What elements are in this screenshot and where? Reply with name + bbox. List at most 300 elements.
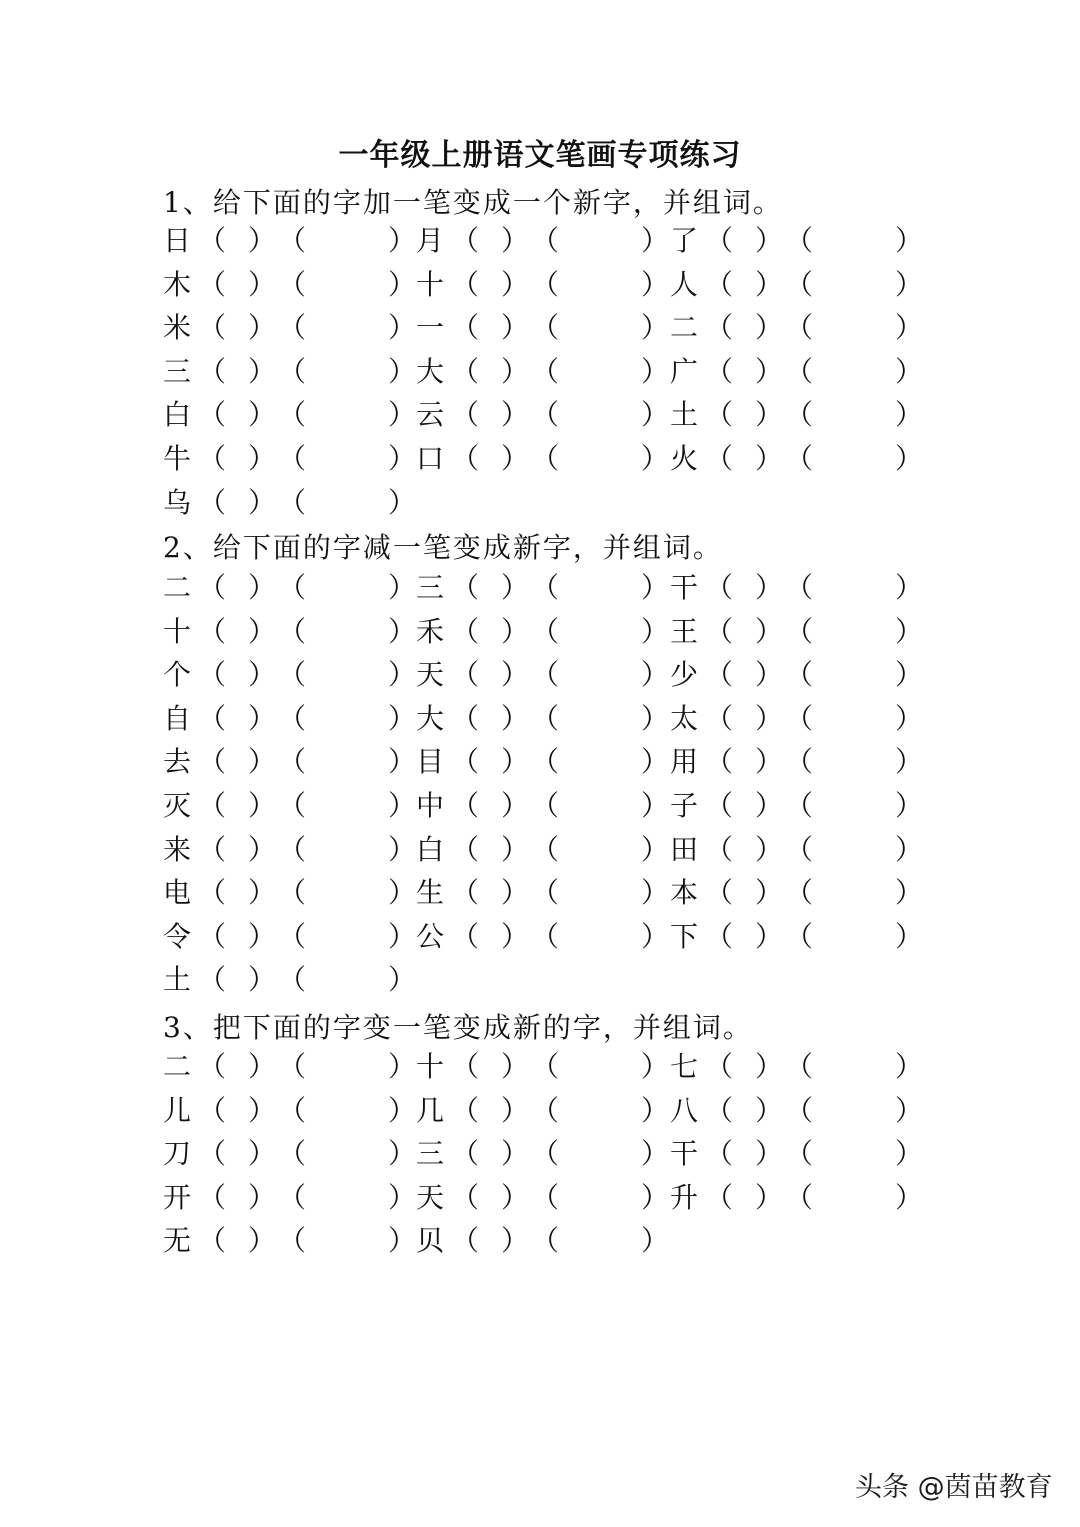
new-char-blank-close: ） [755,1180,784,1214]
new-char-blank-close: ） [755,701,784,735]
word-blank-open: （ [278,398,307,432]
exercise-item [670,699,930,739]
exercise-item [163,742,423,782]
word-blank-close: ） [641,876,670,910]
new-char-blank-close: ） [501,745,530,779]
base-character: 米 [163,311,192,345]
exercise-row [0,612,1080,652]
new-char-blank-open: （ [705,1137,734,1171]
word-blank-open: （ [785,354,814,388]
new-char-blank-open: （ [705,832,734,866]
base-character: 三 [416,571,445,604]
base-character: 升 [670,1180,699,1214]
new-char-blank-close: ） [501,224,530,257]
new-char-blank-close: ） [248,1093,277,1127]
exercise-item [416,308,676,348]
new-char-blank-close: ） [501,1224,530,1258]
new-char-blank-open: （ [198,354,227,388]
word-blank-close: ） [641,224,670,257]
exercise-row [0,742,1080,782]
base-character: 令 [163,919,192,953]
new-char-blank-open: （ [451,919,480,953]
word-blank-close: ） [641,1137,670,1171]
base-character: 来 [163,832,192,866]
new-char-blank-close: ） [501,876,530,910]
word-blank-open: （ [278,1050,307,1083]
word-blank-open: （ [531,832,560,866]
exercise-row [0,221,1080,261]
new-char-blank-close: ） [248,1224,277,1258]
new-char-blank-open: （ [705,442,734,475]
word-blank-close: ） [895,354,924,388]
base-character: 禾 [416,614,445,648]
base-character: 开 [163,1180,192,1214]
new-char-blank-open: （ [451,832,480,866]
word-blank-open: （ [531,658,560,692]
exercise-item [670,742,930,782]
new-char-blank-close: ） [755,745,784,779]
word-blank-open: （ [785,876,814,910]
word-blank-open: （ [278,311,307,345]
base-character: 一 [416,311,445,345]
word-blank-close: ） [641,267,670,301]
word-blank-close: ） [895,1137,924,1171]
word-blank-close: ） [641,1050,670,1083]
base-character: 个 [163,658,192,692]
new-char-blank-open: （ [451,745,480,779]
exercise-item [163,612,423,652]
new-char-blank-close: ） [501,267,530,301]
new-char-blank-open: （ [198,614,227,648]
new-char-blank-open: （ [451,354,480,388]
word-blank-open: （ [531,1224,560,1258]
word-blank-open: （ [278,963,307,997]
exercise-item [416,612,676,652]
word-blank-close: ） [895,876,924,910]
exercise-item [163,1134,423,1174]
new-char-blank-close: ） [248,789,277,822]
word-blank-close: ） [388,832,417,866]
new-char-blank-open: （ [451,224,480,257]
word-blank-open: （ [531,398,560,432]
word-blank-open: （ [278,701,307,735]
word-blank-open: （ [531,701,560,735]
exercise-item [670,786,930,826]
word-blank-open: （ [531,789,560,822]
exercise-item [416,830,676,870]
base-character: 了 [670,224,699,257]
word-blank-open: （ [278,614,307,648]
word-blank-open: （ [278,1180,307,1214]
exercise-row [0,655,1080,695]
new-char-blank-open: （ [451,789,480,822]
base-character: 下 [670,919,699,953]
exercise-item [163,221,423,261]
new-char-blank-open: （ [198,311,227,345]
exercise-item [670,352,930,392]
exercise-item [670,1047,930,1087]
exercise-item [163,439,423,479]
base-character: 天 [416,658,445,692]
base-character: 本 [670,876,699,910]
word-blank-open: （ [531,311,560,345]
new-char-blank-close: ） [248,571,277,604]
word-blank-open: （ [278,832,307,866]
new-char-blank-open: （ [451,311,480,345]
new-char-blank-open: （ [705,876,734,910]
word-blank-open: （ [785,614,814,648]
word-blank-open: （ [278,267,307,301]
base-character: 土 [670,398,699,432]
exercise-item [416,1178,676,1218]
base-character: 二 [163,571,192,604]
word-blank-open: （ [785,224,814,257]
exercise-item [163,917,423,957]
base-character: 三 [416,1137,445,1171]
new-char-blank-close: ） [248,701,277,735]
new-char-blank-open: （ [451,876,480,910]
base-character: 田 [670,832,699,866]
base-character: 牛 [163,442,192,475]
exercise-row [0,960,1080,1000]
new-char-blank-open: （ [705,1050,734,1083]
word-blank-close: ） [895,658,924,692]
word-blank-close: ） [641,745,670,779]
base-character: 十 [163,614,192,648]
base-character: 几 [416,1093,445,1127]
word-blank-close: ） [895,919,924,953]
new-char-blank-open: （ [451,701,480,735]
new-char-blank-close: ） [248,485,277,519]
new-char-blank-close: ） [755,614,784,648]
new-char-blank-open: （ [198,442,227,475]
exercise-row [0,1134,1080,1174]
new-char-blank-close: ） [501,832,530,866]
word-blank-close: ） [895,701,924,735]
new-char-blank-open: （ [451,398,480,432]
exercise-item [670,221,930,261]
word-blank-close: ） [388,224,417,257]
base-character: 用 [670,745,699,779]
new-char-blank-open: （ [451,1093,480,1127]
word-blank-close: ） [388,311,417,345]
word-blank-open: （ [278,876,307,910]
exercise-item [163,655,423,695]
word-blank-open: （ [785,442,814,475]
base-character: 大 [416,354,445,388]
new-char-blank-open: （ [198,832,227,866]
word-blank-close: ） [641,354,670,388]
exercise-row [0,1091,1080,1131]
base-character: 人 [670,267,699,301]
new-char-blank-open: （ [451,442,480,475]
word-blank-close: ） [388,1093,417,1127]
exercise-item [163,352,423,392]
new-char-blank-open: （ [451,1224,480,1258]
exercise-item [670,612,930,652]
word-blank-open: （ [785,1050,814,1083]
exercise-item [163,265,423,305]
base-character: 刀 [163,1137,192,1171]
word-blank-close: ） [641,398,670,432]
new-char-blank-close: ） [501,1050,530,1083]
word-blank-close: ） [641,832,670,866]
new-char-blank-open: （ [705,311,734,345]
exercise-item [416,873,676,913]
base-character: 王 [670,614,699,648]
word-blank-open: （ [785,1137,814,1171]
exercise-item [670,1134,930,1174]
new-char-blank-open: （ [198,1137,227,1171]
word-blank-open: （ [278,745,307,779]
word-blank-close: ） [641,658,670,692]
base-character: 云 [416,398,445,432]
new-char-blank-open: （ [198,1093,227,1127]
exercise-row [0,265,1080,305]
word-blank-close: ） [388,614,417,648]
word-blank-close: ） [895,745,924,779]
word-blank-open: （ [531,919,560,953]
base-character: 大 [416,701,445,735]
new-char-blank-close: ） [248,919,277,953]
word-blank-close: ） [895,1180,924,1214]
new-char-blank-close: ） [248,876,277,910]
new-char-blank-close: ） [755,919,784,953]
new-char-blank-close: ） [755,224,784,257]
word-blank-open: （ [531,876,560,910]
new-char-blank-close: ） [501,442,530,475]
exercise-row [0,439,1080,479]
new-char-blank-close: ） [501,614,530,648]
word-blank-open: （ [278,224,307,257]
base-character: 贝 [416,1224,445,1258]
exercise-row [0,352,1080,392]
exercise-item [670,1091,930,1131]
new-char-blank-close: ） [248,311,277,345]
base-character: 无 [163,1224,192,1258]
word-blank-open: （ [531,571,560,604]
word-blank-close: ） [388,963,417,997]
new-char-blank-open: （ [198,224,227,257]
word-blank-close: ） [641,1180,670,1214]
new-char-blank-close: ） [248,1137,277,1171]
section-heading: 3、把下面的字变一笔变成新的字，并组词。 [163,1011,753,1044]
word-blank-close: ） [388,1180,417,1214]
new-char-blank-open: （ [705,1180,734,1214]
word-blank-open: （ [785,571,814,604]
base-character: 七 [670,1050,699,1083]
new-char-blank-open: （ [705,789,734,822]
word-blank-open: （ [785,1093,814,1127]
exercise-item [416,1134,676,1174]
new-char-blank-close: ） [755,311,784,345]
word-blank-open: （ [278,1224,307,1258]
word-blank-close: ） [388,1137,417,1171]
word-blank-open: （ [785,701,814,735]
new-char-blank-open: （ [451,571,480,604]
word-blank-open: （ [785,267,814,301]
word-blank-open: （ [785,1180,814,1214]
base-character: 干 [670,1137,699,1171]
exercise-item [416,1091,676,1131]
word-blank-open: （ [531,1137,560,1171]
exercise-row [0,830,1080,870]
new-char-blank-close: ） [501,658,530,692]
base-character: 白 [416,832,445,866]
exercise-row [0,786,1080,826]
new-char-blank-close: ） [248,398,277,432]
word-blank-close: ） [641,789,670,822]
new-char-blank-open: （ [451,658,480,692]
new-char-blank-open: （ [198,701,227,735]
exercise-item [163,873,423,913]
new-char-blank-close: ） [755,832,784,866]
base-character: 二 [163,1050,192,1083]
exercise-item [416,221,676,261]
base-character: 八 [670,1093,699,1127]
base-character: 子 [670,789,699,822]
word-blank-close: ） [641,701,670,735]
exercise-item [670,830,930,870]
new-char-blank-open: （ [198,745,227,779]
new-char-blank-close: ） [501,398,530,432]
new-char-blank-close: ） [248,442,277,475]
exercise-item [670,568,930,608]
exercise-item [416,1221,676,1261]
base-character: 目 [416,745,445,779]
new-char-blank-open: （ [705,614,734,648]
new-char-blank-close: ） [755,571,784,604]
exercise-row [0,1221,1080,1261]
word-blank-open: （ [785,745,814,779]
new-char-blank-close: ） [501,1093,530,1127]
word-blank-close: ） [895,832,924,866]
new-char-blank-close: ） [755,267,784,301]
word-blank-open: （ [785,398,814,432]
new-char-blank-open: （ [198,1050,227,1083]
word-blank-close: ） [895,789,924,822]
new-char-blank-open: （ [705,571,734,604]
new-char-blank-close: ） [755,789,784,822]
base-character: 二 [670,311,699,345]
word-blank-close: ） [388,658,417,692]
new-char-blank-close: ） [755,876,784,910]
word-blank-close: ） [641,1224,670,1258]
base-character: 木 [163,267,192,301]
new-char-blank-open: （ [451,1180,480,1214]
exercise-item [163,699,423,739]
exercise-row [0,1047,1080,1087]
word-blank-open: （ [531,354,560,388]
word-blank-open: （ [531,442,560,475]
word-blank-close: ） [388,442,417,475]
base-character: 自 [163,701,192,735]
new-char-blank-close: ） [501,1137,530,1171]
new-char-blank-close: ） [755,1093,784,1127]
new-char-blank-close: ） [755,398,784,432]
word-blank-close: ） [895,442,924,475]
new-char-blank-open: （ [451,614,480,648]
new-char-blank-close: ） [248,224,277,257]
base-character: 灭 [163,789,192,822]
new-char-blank-close: ） [755,1050,784,1083]
word-blank-open: （ [785,311,814,345]
new-char-blank-close: ） [501,311,530,345]
base-character: 太 [670,701,699,735]
exercise-row [0,395,1080,435]
word-blank-close: ） [895,267,924,301]
word-blank-open: （ [531,1050,560,1083]
new-char-blank-close: ） [501,919,530,953]
word-blank-close: ） [895,571,924,604]
new-char-blank-close: ） [248,832,277,866]
word-blank-open: （ [785,919,814,953]
word-blank-close: ） [388,1224,417,1258]
watermark: 头条 @茵苗教育 [855,1472,1053,1503]
new-char-blank-close: ） [248,658,277,692]
base-character: 电 [163,876,192,910]
new-char-blank-open: （ [198,267,227,301]
base-character: 口 [416,442,445,475]
new-char-blank-open: （ [705,745,734,779]
word-blank-open: （ [278,919,307,953]
exercise-row [0,308,1080,348]
new-char-blank-open: （ [705,658,734,692]
exercise-item [416,786,676,826]
exercise-row [0,873,1080,913]
base-character: 十 [416,267,445,301]
exercise-item [670,265,930,305]
word-blank-open: （ [278,354,307,388]
new-char-blank-open: （ [705,398,734,432]
page-title: 一年级上册语文笔画专项练习 [338,138,742,173]
base-character: 公 [416,919,445,953]
exercise-item [163,1178,423,1218]
exercise-item [670,873,930,913]
base-character: 天 [416,1180,445,1214]
exercise-item [670,1178,930,1218]
new-char-blank-open: （ [198,398,227,432]
new-char-blank-open: （ [451,267,480,301]
exercise-item [670,439,930,479]
exercise-item [163,395,423,435]
word-blank-close: ） [388,1050,417,1083]
exercise-item [416,568,676,608]
exercise-item [670,395,930,435]
word-blank-close: ） [388,398,417,432]
word-blank-open: （ [278,789,307,822]
new-char-blank-open: （ [198,658,227,692]
new-char-blank-open: （ [451,1137,480,1171]
word-blank-open: （ [278,485,307,519]
new-char-blank-close: ） [248,1050,277,1083]
exercise-item [670,655,930,695]
new-char-blank-close: ） [501,1180,530,1214]
base-character: 三 [163,354,192,388]
base-character: 日 [163,224,192,257]
word-blank-close: ） [388,876,417,910]
word-blank-close: ） [388,745,417,779]
base-character: 中 [416,789,445,822]
word-blank-close: ） [388,919,417,953]
new-char-blank-open: （ [705,919,734,953]
new-char-blank-open: （ [705,267,734,301]
base-character: 火 [670,442,699,475]
new-char-blank-close: ） [501,701,530,735]
word-blank-open: （ [785,658,814,692]
word-blank-close: ） [388,354,417,388]
word-blank-close: ） [895,398,924,432]
